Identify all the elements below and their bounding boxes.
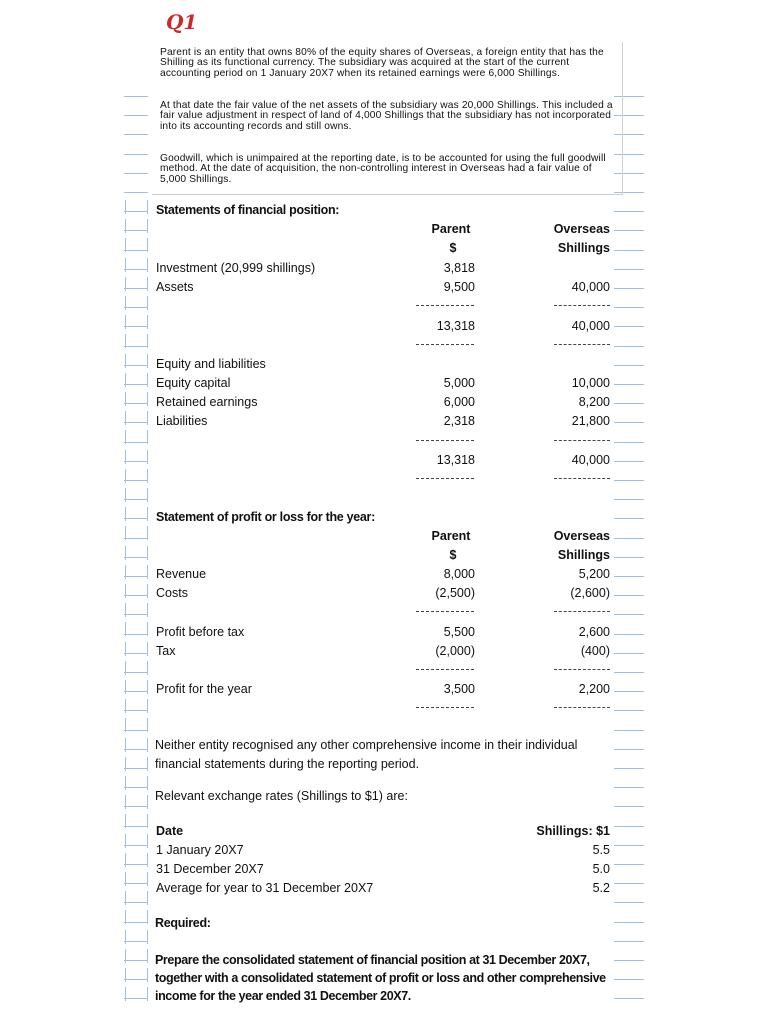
rule-line [124,96,148,97]
margin-tick [147,834,148,848]
rule-line [124,883,148,884]
rule-line [614,326,644,327]
rule-line [614,806,644,807]
required-text: Prepare the consolidated statement of financial position at 31 December 20X7, together with a consolidated statement of profit or loss and other comprehensive income for the year ended 31 December 20X7. [155,953,606,1003]
rule-line [614,614,644,615]
margin-tick [147,795,148,809]
rule-line [124,326,148,327]
rule-line [124,250,148,251]
margin-tick [125,622,126,636]
rule-line [614,902,644,903]
margin-tick [125,258,126,272]
margin-tick [125,354,126,368]
subtotal-rule [416,611,474,612]
rule-line [614,499,644,500]
margin-tick [147,315,148,329]
margin-tick [147,910,148,924]
margin-tick [125,853,126,867]
rule-line [124,979,148,980]
margin-tick [147,392,148,406]
margin-tick [147,757,148,771]
pl-tax-label: Tax [156,644,176,658]
sofp-col-parent-unit: $ [449,241,457,255]
margin-tick [147,603,148,617]
margin-tick [125,680,126,694]
subtotal-rule [416,669,474,670]
margin-tick [125,411,126,425]
intro-paragraph-1: Parent is an entity that owns 80% of the equity shares of Overseas, a foreign entity that has the Shilling as its functional currency. The subsidiary was acquired at the start of the current accounting period on 1 January 20X7 when its retained earnings were 6,000 Shillings. [160,47,604,79]
margin-tick [125,968,126,982]
subtotal-rule [554,305,610,306]
subtotal-rule [416,440,474,441]
sofp-eq-parent: 2,318 [443,414,475,428]
rule-line [124,941,148,942]
margin-tick [125,642,126,656]
pl-pbt-label: Profit before tax [156,625,245,639]
sofp-eq-overseas: 21,800 [571,414,610,428]
rule-line [124,346,148,347]
margin-tick [125,718,126,732]
margin-tick [125,488,126,502]
rule-line [124,902,148,903]
rule-line [614,288,644,289]
rule-line [124,806,148,807]
margin-tick [125,277,126,291]
rule-line [614,211,644,212]
rule-line [614,710,644,711]
margin-tick [147,930,148,944]
rule-line [614,365,644,366]
intro-paragraph-2: At that date the fair value of the net assets of the subsidiary was 20,000 Shillings. This included a fair value adjustment in respect of land of 4,000 Shillings that the subsidiary has not incorporated into its accounting records and still owns. [160,100,613,132]
margin-tick [125,757,126,771]
subtotal-rule [554,440,610,441]
rule-line [614,595,644,596]
rule-line [124,115,148,116]
margin-tick [125,872,126,886]
margin-tick [147,718,148,732]
rule-line [124,134,148,135]
sofp-eq-label: Retained earnings [156,395,258,409]
sofp-eq-parent: 5,000 [443,376,475,390]
subtotal-rule [554,669,610,670]
rule-line [124,154,148,155]
margin-tick [125,450,126,464]
rule-line [614,384,644,385]
rule-line [124,422,148,423]
margin-tick [147,776,148,790]
rule-line [124,595,148,596]
oci-note: Neither entity recognised any other comprehensive income in their individual financial statements during the reporting period. [155,738,578,771]
rates-col-date: Date [156,824,184,838]
sofp-eq-parent: 6,000 [443,395,475,409]
rule-line [124,403,148,404]
margin-tick [125,430,126,444]
sofp-total2-parent: 13,318 [436,453,475,467]
margin-tick [147,526,148,540]
margin-tick [147,987,148,1001]
pl-row-parent: (2,500) [435,586,475,600]
rule-line [614,691,644,692]
rule-line [614,250,644,251]
margin-tick [125,238,126,252]
margin-tick [125,814,126,828]
sofp-title: Statements of financial position: [156,203,340,217]
margin-tick [147,450,148,464]
rule-line [614,538,644,539]
total-rule [416,344,474,345]
rule-line [124,192,148,193]
rule-line [614,864,644,865]
total-rule [416,707,474,708]
rule-line [614,826,644,827]
rule-line [124,922,148,923]
margin-tick [125,334,126,348]
sofp-eq-overseas: 10,000 [571,376,610,390]
margin-tick [147,488,148,502]
rate-value: 5.0 [592,862,610,876]
sofp-col-overseas: Overseas [553,222,610,236]
rate-date: Average for year to 31 December 20X7 [156,881,374,895]
sofp-total-parent: 13,318 [436,319,475,333]
rule-line [124,557,148,558]
margin-tick [125,469,126,483]
margin-tick [147,334,148,348]
rule-line [614,787,644,788]
margin-tick [125,392,126,406]
sofp-col-overseas-unit: Shillings [557,241,610,255]
margin-tick [147,546,148,560]
rate-date: 1 January 20X7 [156,843,244,857]
margin-tick [147,469,148,483]
margin-tick [125,699,126,713]
margin-tick [147,738,148,752]
rule-line [614,960,644,961]
rule-line [614,269,644,270]
rule-line [124,499,148,500]
pl-pbt-parent: 5,500 [443,625,475,639]
sofp-total2-overseas: 40,000 [571,453,610,467]
margin-tick [125,949,126,963]
rule-line [614,230,644,231]
margin-tick [147,200,148,214]
rule-line [124,826,148,827]
margin-tick [125,315,126,329]
margin-tick [147,584,148,598]
margin-tick [125,891,126,905]
sofp-total-overseas: 40,000 [571,319,610,333]
margin-tick [125,296,126,310]
margin-tick [125,219,126,233]
rule-line [614,518,644,519]
margin-tick [125,565,126,579]
rule-line [124,461,148,462]
margin-tick [125,200,126,214]
margin-tick [125,930,126,944]
pl-tax-overseas: (400) [580,644,610,658]
rule-line [124,173,148,174]
margin-tick [147,661,148,675]
rule-line [124,691,148,692]
margin-tick [147,258,148,272]
margin-tick [147,642,148,656]
rule-line [614,576,644,577]
margin-tick [147,968,148,982]
pl-row-overseas: 5,200 [578,567,610,581]
rule-line [124,749,148,750]
pl-pfy-label: Profit for the year [156,682,252,696]
sofp-row-parent: 3,818 [443,261,475,275]
rate-value: 5.2 [592,881,610,895]
pl-row-label: Costs [156,586,188,600]
margin-tick [125,546,126,560]
rule-line [124,845,148,846]
rule-line [614,768,644,769]
rule-line [614,403,644,404]
rule-line [124,307,148,308]
rule-line [614,653,644,654]
rule-line [614,922,644,923]
rule-line [124,269,148,270]
rule-line [124,288,148,289]
margin-tick [147,565,148,579]
rule-line [124,384,148,385]
margin-tick [125,910,126,924]
margin-tick [125,987,126,1001]
subtotal-rule [416,305,474,306]
rule-line [124,365,148,366]
margin-tick [147,219,148,233]
rule-line [614,672,644,673]
rule-line [124,538,148,539]
rule-line [614,941,644,942]
total-rule [554,344,610,345]
rule-line [124,864,148,865]
margin-tick [147,891,148,905]
margin-tick [125,373,126,387]
rates-intro: Relevant exchange rates (Shillings to $1) are: [155,789,408,803]
pl-row-parent: 8,000 [443,567,475,581]
pl-col-overseas: Overseas [553,529,610,543]
margin-tick [147,354,148,368]
rule-line [614,422,644,423]
margin-tick [125,603,126,617]
pl-tax-parent: (2,000) [435,644,475,658]
sofp-row-label: Assets [156,280,194,294]
sofp-equity-heading: Equity and liabilities [156,357,266,371]
rate-date: 31 December 20X7 [156,862,264,876]
sofp-row-overseas: 40,000 [571,280,610,294]
margin-tick [147,814,148,828]
pl-pfy-parent: 3,500 [443,682,475,696]
total-rule [554,478,610,479]
rates-col-rate: Shillings: $1 [536,824,610,838]
sofp-col-parent: Parent [431,222,471,236]
total-rule [554,707,610,708]
rule-line [124,576,148,577]
intro-paragraph-3: Goodwill, which is unimpaired at the reporting date, is to be accounted for using the full goodwill method. At the date of acquisition, the non-controlling interest in Overseas had a fair value of 5,000 Shillings. [160,153,606,185]
rule-line [614,998,644,999]
sofp-row-label: Investment (20,999 shillings) [156,261,316,275]
margin-tick [125,738,126,752]
rule-line [124,787,148,788]
margin-tick [147,373,148,387]
rule-line [124,730,148,731]
margin-tick [147,622,148,636]
pl-row-label: Revenue [156,567,207,581]
margin-tick [125,661,126,675]
margin-tick [147,680,148,694]
rule-line [124,768,148,769]
required-label: Required: [155,916,211,930]
rule-line [614,634,644,635]
rule-line [614,845,644,846]
margin-tick [147,430,148,444]
rule-line [614,749,644,750]
sofp-eq-overseas: 8,200 [578,395,610,409]
total-rule [416,478,474,479]
rule-line [124,518,148,519]
pl-row-overseas: (2,600) [570,586,610,600]
pl-col-overseas-unit: Shillings [557,548,610,562]
pl-pbt-overseas: 2,600 [578,625,610,639]
rule-line [614,461,644,462]
rule-line [614,557,644,558]
margin-tick [147,853,148,867]
margin-tick [125,584,126,598]
sofp-eq-label: Equity capital [156,376,231,390]
rule-line [124,480,148,481]
rule-line [614,346,644,347]
margin-tick [125,834,126,848]
pl-col-parent: Parent [431,529,471,543]
rule-line [614,442,644,443]
margin-tick [125,795,126,809]
rule-line [614,480,644,481]
rule-line [614,307,644,308]
margin-tick [147,296,148,310]
rule-line [124,960,148,961]
rule-line [124,710,148,711]
margin-tick [125,507,126,521]
rule-line [614,730,644,731]
rule-line [124,998,148,999]
margin-tick [147,507,148,521]
rule-line [124,653,148,654]
rule-line [614,979,644,980]
rate-value: 5.5 [592,843,610,857]
rule-line [124,634,148,635]
pl-col-parent-unit: $ [449,548,457,562]
rule-line [124,211,148,212]
margin-tick [147,411,148,425]
margin-tick [147,699,148,713]
sofp-row-parent: 9,500 [443,280,475,294]
subtotal-rule [554,611,610,612]
margin-tick [147,277,148,291]
margin-tick [147,949,148,963]
rule-line [124,442,148,443]
margin-tick [125,776,126,790]
margin-tick [125,526,126,540]
rule-line [124,614,148,615]
pl-title: Statement of profit or loss for the year: [156,510,375,524]
rule-line [124,230,148,231]
sofp-eq-label: Liabilities [156,414,208,428]
margin-tick [147,872,148,886]
pl-pfy-overseas: 2,200 [578,682,610,696]
question-number-mark: Q1 [166,10,198,34]
margin-tick [147,238,148,252]
rule-line [614,883,644,884]
rule-line [124,672,148,673]
